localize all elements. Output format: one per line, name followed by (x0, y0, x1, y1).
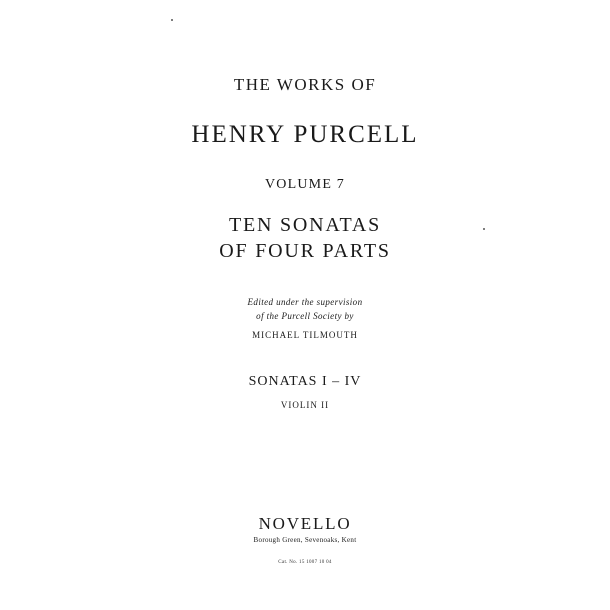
publisher-name: NOVELLO (258, 514, 352, 533)
paper-speck (483, 228, 485, 230)
composer-name: HENRY PURCELL (191, 121, 419, 148)
edited-note-line-2: of the Purcell Society by (256, 311, 354, 321)
volume-number: VOLUME 7 (265, 177, 345, 192)
work-title-line-2: OF FOUR PARTS (219, 240, 391, 262)
paper-speck (171, 19, 173, 21)
series-heading: THE WORKS OF (233, 75, 377, 94)
catalogue-number: Cat. No. 15 1007 10 04 (278, 560, 332, 565)
publisher-address: Borough Green, Sevenoaks, Kent (253, 536, 357, 544)
editor-name: MICHAEL TILMOUTH (252, 330, 358, 340)
sonatas-range: SONATAS I – IV (248, 374, 362, 389)
instrument-part: VIOLIN II (280, 400, 330, 410)
edited-note-line-1: Edited under the supervision (247, 297, 363, 307)
work-title-line-1: TEN SONATAS (228, 214, 382, 236)
